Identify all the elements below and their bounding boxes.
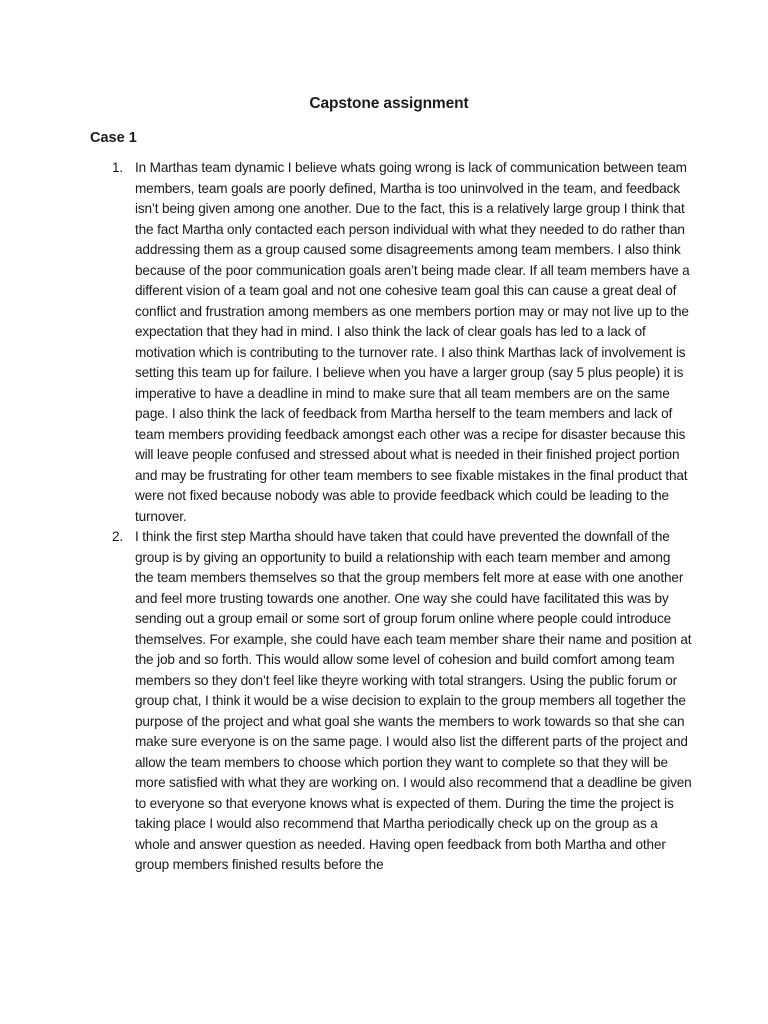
list-item-number: 1. bbox=[112, 160, 124, 175]
case-heading: Case 1 bbox=[90, 130, 137, 146]
list-item bbox=[112, 527, 692, 876]
list-item bbox=[112, 158, 692, 527]
document-title: Capstone assignment bbox=[309, 95, 469, 112]
answer-list bbox=[112, 158, 692, 876]
list-item-number: 2. bbox=[112, 529, 124, 544]
list-item-text: In Marthas team dynamic I believe whats going wrong is lack of communication between team members, team goals are poorly defined, Martha is too uninvolved in the team, and feedback isn’t being given among one another. Due to the fact, this is a relatively large group I think that the fact Martha only contacted each person individual with what they needed to do rather than addressing them as a group caused some disagreements among team members. I also think because of the poor communication goals aren’t being made clear. If all team members have a different vision of a team goal and not one cohesive team goal this can cause a great deal of conflict and frustration among members as one members portion may or may not live up to the expectation that they had in mind. I also think the lack of clear goals has led to a lack of motivation which is contributing to the turnover rate. I also think Marthas lack of involvement is setting this team up for failure. I believe when you have a larger group (say 5 plus people) it is imperative to have a deadline in mind to make sure that all team members are on the same page. I also think the lack of feedback from Martha herself to the team members and lack of team members providing feedback amongst each other was a recipe for disaster because this will leave people confused and stressed about what is needed in their finished project portion and may be frustrating for other team members to see fixable mistakes in the final product that were not fixed because nobody was able to provide feedback which could be leading to the turnover. bbox=[135, 160, 690, 524]
list-item-text: I think the first step Martha should have taken that could have prevented the downfall of the group is by giving an opportunity to build a relationship with each team member and among the team members themselves so that the group members felt more at ease with one another and feel more trusting towards one another. One way she could have facilitated this was by sending out a group email or some sort of group forum online where people could introduce themselves. For example, she could have each team member share their name and position at the job and so forth. This would allow some level of cohesion and build comfort among team members so they don’t feel like theyre working with total strangers. Using the public forum or group chat, I think it would be a wise decision to explain to the group members all together the purpose of the project and what goal she wants the members to work towards so that she can make sure everyone is on the same page. I would also list the different parts of the project and allow the team members to choose which portion they want to complete so that they will be more satisfied with what they are working on. I would also recommend that a deadline be given to everyone so that everyone knows what is expected of them. During the time the project is taking place I would also recommend that Martha periodically check up on the group as a whole and answer question as needed. Having open feedback from both Martha and other group members finished results before the bbox=[135, 529, 692, 872]
